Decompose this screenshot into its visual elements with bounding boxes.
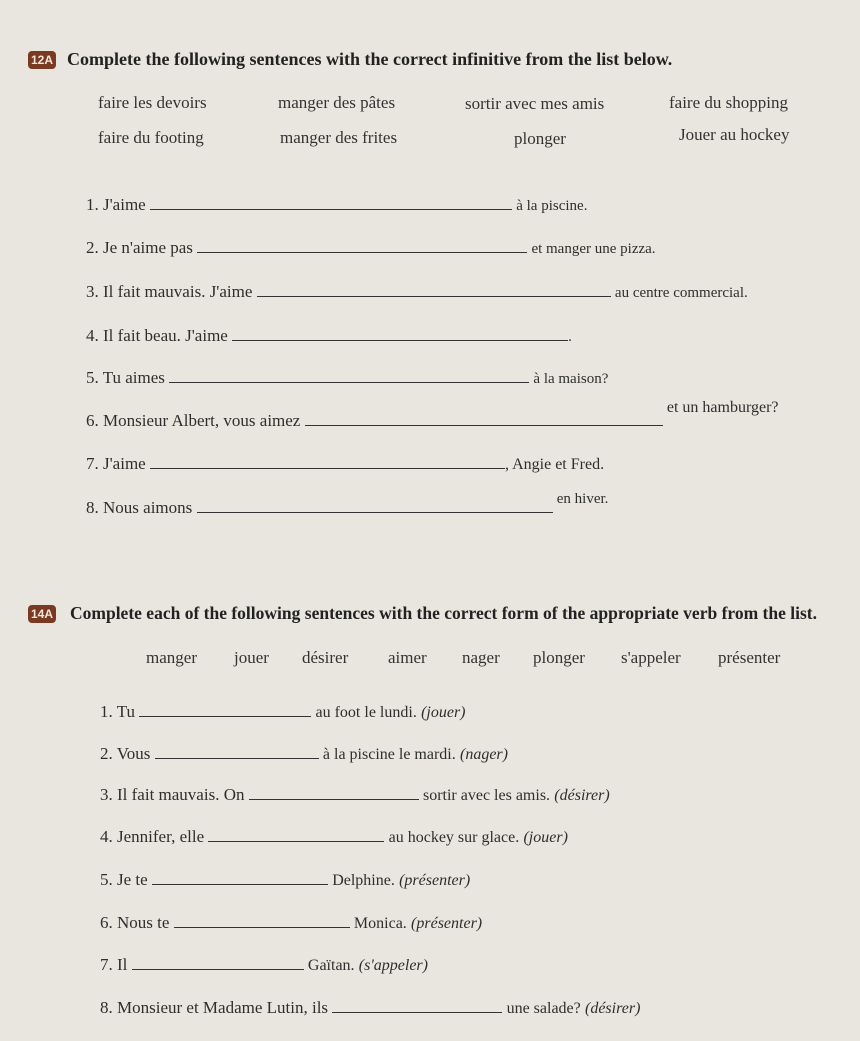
word-bank-item: sortir avec mes amis bbox=[465, 94, 605, 113]
answer-blank[interactable] bbox=[150, 456, 505, 469]
answer-blank[interactable] bbox=[174, 915, 350, 928]
word-bank-item: plonger bbox=[514, 129, 566, 148]
word-bank-item: Jouer au hockey bbox=[679, 125, 790, 144]
exercise-14a-instruction: Complete each of the following sentences with the correct form of the appropriate verb from the list. bbox=[70, 603, 817, 623]
sentence-12a-7: 7. J'aime , Angie et Fred. bbox=[86, 454, 605, 473]
answer-blank[interactable] bbox=[132, 957, 304, 970]
word-bank-item: aimer bbox=[388, 648, 427, 667]
answer-blank[interactable] bbox=[208, 829, 384, 842]
answer-blank[interactable] bbox=[139, 704, 311, 717]
sentence-12a-8: 8. Nous aimons en hiver. bbox=[86, 491, 609, 517]
word-bank-item: faire les devoirs bbox=[98, 93, 207, 112]
answer-blank[interactable] bbox=[197, 500, 553, 513]
word-bank-item: nager bbox=[462, 648, 500, 667]
answer-blank[interactable] bbox=[332, 1000, 502, 1013]
word-bank-item: jouer bbox=[234, 648, 269, 667]
sentence-14a-2: 2. Vous à la piscine le mardi. (nager) bbox=[100, 744, 508, 763]
sentence-12a-6: 6. Monsieur Albert, vous aimez et un hamburger? bbox=[86, 399, 779, 430]
answer-blank[interactable] bbox=[232, 328, 568, 341]
word-bank-item: manger des frites bbox=[280, 128, 398, 147]
sentence-12a-5: 5. Tu aimes à la maison? bbox=[86, 368, 609, 387]
sentence-14a-4: 4. Jennifer, elle au hockey sur glace. (jouer) bbox=[100, 827, 568, 846]
word-bank-item: manger bbox=[146, 648, 197, 667]
answer-blank[interactable] bbox=[305, 413, 663, 426]
sentence-12a-2: 2. Je n'aime pas et manger une pizza. bbox=[86, 238, 656, 257]
answer-blank[interactable] bbox=[169, 370, 529, 383]
answer-blank[interactable] bbox=[249, 787, 419, 800]
sentence-14a-5: 5. Je te Delphine. (présenter) bbox=[100, 870, 471, 889]
exercise-12a-instruction: Complete the following sentences with the correct infinitive from the list below. bbox=[67, 49, 673, 69]
sentence-14a-6: 6. Nous te Monica. (présenter) bbox=[100, 913, 483, 932]
answer-blank[interactable] bbox=[150, 197, 512, 210]
word-bank-item: s'appeler bbox=[621, 648, 681, 667]
answer-blank[interactable] bbox=[257, 284, 611, 297]
sentence-14a-8: 8. Monsieur et Madame Lutin, ils une salade? (désirer) bbox=[100, 998, 641, 1017]
word-bank-item: présenter bbox=[718, 648, 781, 667]
sentence-14a-3: 3. Il fait mauvais. On sortir avec les amis. (désirer) bbox=[100, 785, 610, 804]
sentence-12a-1: 1. J'aime à la piscine. bbox=[86, 195, 588, 214]
sentence-12a-4: 4. Il fait beau. J'aime . bbox=[86, 326, 572, 345]
exercise-badge-12a: 12A bbox=[28, 51, 56, 69]
sentence-14a-7: 7. Il Gaïtan. (s'appeler) bbox=[100, 955, 428, 974]
answer-blank[interactable] bbox=[197, 240, 527, 253]
word-bank-item: faire du shopping bbox=[669, 93, 788, 112]
sentence-12a-3: 3. Il fait mauvais. J'aime au centre commercial. bbox=[86, 282, 748, 301]
sentence-14a-1: 1. Tu au foot le lundi. (jouer) bbox=[100, 702, 466, 721]
word-bank-item: désirer bbox=[302, 648, 349, 667]
word-bank-item: faire du footing bbox=[98, 128, 204, 147]
answer-blank[interactable] bbox=[155, 746, 319, 759]
word-bank-item: manger des pâtes bbox=[278, 93, 396, 112]
answer-blank[interactable] bbox=[152, 872, 328, 885]
word-bank-item: plonger bbox=[533, 648, 585, 667]
exercise-badge-14a: 14A bbox=[28, 605, 56, 623]
